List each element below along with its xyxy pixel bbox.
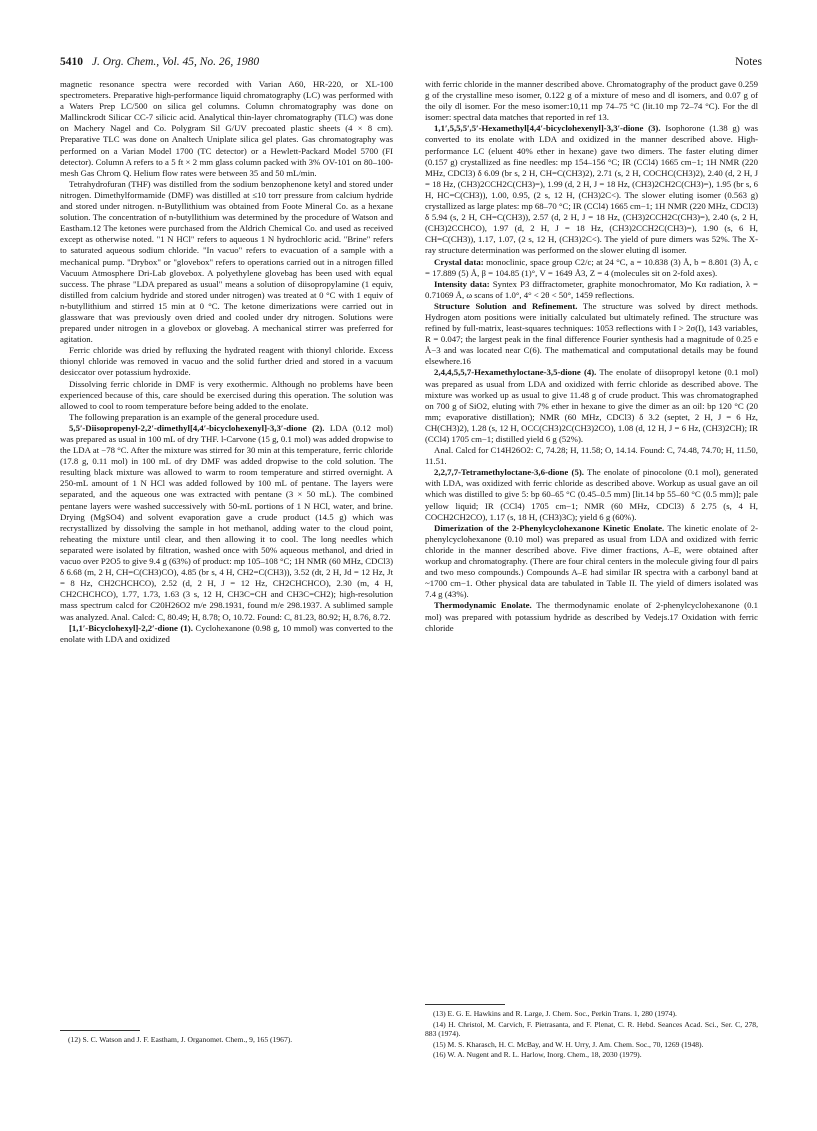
paragraph-text: The enolate of pinocolone (0.1 mol), generated with LDA, was oxidized with ferric chloride as described above. Workup as usual gave an oil which was distilled to give 5: bp 60–65 °C (0.45–0.5 mm) [lit.14 bp 55–60 °C (0.5 mm)]; pale yellow liquid; IR (CCl4) 1705 cm−1; NMR (60 MHz, CDCl3) δ 2.75 (s, 4 H, COCH2CH2CO), 1.17 (s, 18 H, (CH3)3C); yield 6 g (60%). (425, 467, 758, 522)
footnote: (13) E. G. E. Hawkins and R. Large, J. Chem. Soc., Perkin Trans. 1, 280 (1974). (433, 1009, 677, 1018)
footnote: (15) M. S. Kharasch, H. C. McBay, and W. H. Urry, J. Am. Chem. Soc., 70, 1269 (1948). (433, 1039, 704, 1049)
paragraph-text: LDA (0.12 mol) was prepared as usual in 100 mL of dry THF. l-Carvone (15 g, 0.1 mol) was added dropwise to the LDA at −78 °C. After the mixture was stirred for 30 min at this temperature, ferric chloride (17.8 g, 0.11 mol) in 100 mL of dry DMF was added dropwise to the cold solution. The resulting black mixture was allowed to warm to room temperature and stirred overnight. A 250-mL amount of 1 N HCl was added followed by 100 mL of pentane. The layers were separated, and the aqueous one was extracted with pentane (3 × 50 mL). The combined pentane layers were washed successively with 50-mL portions of 1 N HCl, water, and brine. Drying (MgSO4) and solvent evaporation gave a crude product (14.5 g) which was recrystallized by dissolving the sample in hot methanol, adding water to the cloud point, reheating the mixture until clear, and then allowing it to cool. The long needles which separated were isolated by filtration, washed once with 50% aqueous methanol, and dried in vacuo over P2O5 to give 9.4 g (63%) of product: mp 105–108 °C; 1H NMR (60 MHz, CDCl3) δ 6.68 (m, 2 H, CH=C(CH3)CO), 4.85 (br s, 4 H, CH2=C(CH3)), 3.52 (dt, 2 H, Jd = 12 Hz, Jt = 8 Hz, CH2CHCHCO), 2.52 (d, 2 H, J = 12 Hz, CH2CHCHCO), 2.30 (m, 4 H, CH2CHCHCO), 1.77, 1.73, 1.63 (3 s, 12 H, CH3C=CH and CH3C=CH2); high-resolution mass spectrum calcd for C20H26O2 m/e 298.1931, found m/e 298.1937. A sublimed sample was analyzed. Anal. Calcd: C, 80.49; H, 8.78; O, 10.72. Found: C, 81.23, 80.92; H, 8.76, 8.72. (60, 422, 393, 622)
paragraph-heading: 1,1′,5,5,5′,5′-Hexamethyl[4,4′-bicyclohexenyl]-3,3′-dione (3). (434, 123, 661, 134)
left-column (60, 79, 393, 645)
paragraph-heading: Thermodynamic Enolate. (434, 600, 532, 611)
paragraph-text: The enolate of diisopropyl ketone (0.1 mol) was prepared as usual from LDA and oxidized with ferric chloride as described above. The mixture was worked up as usual to give 11.48 g of crude product. This was chromatographed on 700 g of SiO2, eluting with 7% ether in hexane to give the dimer as an oil: bp 120 °C (20 mm; evaporative distillation); NMR (60 MHz, CDCl3) δ 3.2 (septet, 2 H, J = 6 Hz, CH(CH3)2), 1.28 (s, 12 H, OCC(CH3)2C(CH3)2CO), 1.08 (d, 12 H, J = 6 Hz, (CH3)2CH); IR (CCl4) 1705 cm−1; distilled yield 6 g (52%). (425, 367, 758, 444)
paragraph-heading: Structure Solution and Refinement. (434, 300, 578, 311)
page-header (60, 56, 762, 72)
paragraph-text: Ferric chloride was dried by refluxing the hydrated reagent with thionyl chloride. Excess thionyl chloride was removed in vacuo and the solid further dried and stored in a vacuum desiccator over potassium hydroxide. (60, 345, 393, 378)
paragraph (425, 257, 758, 279)
paragraph (425, 279, 758, 301)
paragraph (60, 379, 393, 412)
paragraph-text: Syntex P3 diffractometer, graphite monochromator, Mo Kα radiation, λ = 0.71069 Å, ω scans of 1.0°, 4° < 2θ < 50°, 1459 reflections. (425, 278, 758, 300)
paragraph (60, 623, 393, 645)
paragraph (60, 423, 393, 623)
paragraph (425, 523, 758, 601)
paragraph-text: Cyclohexanone (0.98 g, 10 mmol) was converted to the enolate with LDA and oxidized (60, 622, 393, 644)
footnote: (12) S. C. Watson and J. F. Eastham, J. Organomet. Chem., 9, 165 (1967). (68, 1035, 293, 1044)
paragraph (425, 79, 758, 123)
paragraph (425, 445, 758, 467)
paragraph (425, 367, 758, 445)
paragraph-text: monoclinic, space group C2/c; at 24 °C, a = 10.838 (3) Å, b = 8.801 (3) Å, c = 17.889 (5) Å, β = 104.85 (1)°, V = 1649 Å3, Z = 4 (molecules sit on 2-fold axes). (425, 256, 758, 278)
journal-citation: J. Org. Chem., Vol. 45, No. 26, 1980 (91, 56, 260, 68)
paragraph (425, 301, 758, 368)
footnotes-right (425, 1004, 758, 1061)
paragraph (60, 79, 393, 179)
footnote: (14) H. Christol, M. Carvich, F. Pietrasanta, and F. Plenat, C. R. Hebd. Seances Acad. Sci., Ser. C, 278, 883 (1974). (425, 1019, 758, 1039)
footnote: (16) W. A. Nugent and R. L. Harlow, Inorg. Chem., 18, 2030 (1979). (433, 1050, 642, 1060)
paragraph (60, 412, 393, 423)
paragraph-text: magnetic resonance spectra were recorded with Varian A60, HR-220, or XL-100 spectrometers. Preparative high-performance liquid chromatography (LC) was performed with a Waters Prep LC/500 on silica gel columns. Column chromatography was done on Mallinckrodt Silicar CC-7 silicic acid. Analytical thin-layer chromatography (TLC) was done on Machery Nagel and Co. Polygram Sil G/UV precoated plastic sheets (4 × 8 cm). Preparative TLC was done on Analtech Uniplate silica gel plates. Gas chromatography was performed on a Varian Model 1700 (TC detector) or a Hewlett-Packard Model 5700 (FI detector). Column A refers to a 5 ft × 2 mm glass column packed with 3% OV-101 on 80–100-mesh Gas Chrom Q. Helium flow rates were between 35 and 50 mL/min. (60, 79, 393, 178)
footnote-rule (60, 1030, 140, 1031)
paragraph-text: The following preparation is an example of the general procedure used. (69, 411, 320, 422)
paragraph-heading: Intensity data: (434, 278, 490, 289)
footnote-rule (425, 1004, 505, 1005)
paragraph-heading: Dimerization of the 2-Phenylcyclohexanone Kinetic Enolate. (434, 522, 665, 533)
paragraph-heading: [1,1′-Bicyclohexyl]-2,2′-dione (1). (69, 622, 193, 633)
page-number: 5410 (60, 56, 83, 68)
section-label: Notes (735, 56, 762, 68)
paragraph-heading: Crystal data: (434, 256, 484, 267)
paragraph-text: The thermodynamic enolate of 2-phenylcyclohexanone (0.1 mol) was prepared with potassium hydride as described by Vedejs.17 Oxidation with ferric chloride (425, 600, 759, 633)
paragraph-heading: 2,4,4,5,5,7-Hexamethyloctane-3,5-dione (4). (434, 367, 597, 378)
paragraph-text: with ferric chloride in the manner described above. Chromatography of the product gave 0.259 g of the crystalline meso isomer, 0.122 g of a mixture of meso and dl isomers, and 0.07 g of the oily dl isomer. For the meso isomer:10,11 mp 74–75 °C (lit.10 mp 72–74 °C). For the dl isomer: spectral data matches that reported in ref 13. (425, 79, 758, 123)
paragraph-heading: 5,5′-Diisopropenyl-2,2′-dimethyl[4,4′-bicyclohexenyl]-3,3′-dione (2). (69, 422, 325, 433)
paragraph (425, 600, 758, 633)
paragraph-text: Dissolving ferric chloride in DMF is very exothermic. Although no problems have been experienced because of this, care should be exercised during this operation. The solution was allowed to cool to room temperature before being added to the enolate. (60, 378, 393, 411)
paragraph-heading: 2,2,7,7-Tetramethyloctane-3,6-dione (5). (434, 467, 584, 478)
paragraph-text: Tetrahydrofuran (THF) was distilled from the sodium benzophenone ketyl and stored under nitrogen. Dimethylformamide (DMF) was distilled at ≤10 torr pressure from calcium hydride and stored under nitrogen. n-Butyllithium was obtained from Foote Mineral Co. as a hexane solution. The concentration of n-butyllithium was determined by the procedure of Watson and Eastham.12 The ketones were purchased from the Aldrich Chemical Co. and used as received except as otherwise noted. "1 N HCl" refers to aqueous 1 N hydrochloric acid. "Brine" refers to saturated aqueous sodium chloride. "In vacuo" refers to evacuation of a sample with a mechanical pump. "Drybox" or "glovebox" refers to operations carried out in a nitrogen filled Vacuum Atmosphere Dri-Lab glovebox. A polyethylene glovebag has been used with equal success. The phrase "LDA prepared as usual" means a solution of diisopropylamine (1 equiv, distilled from calcium hydride and stored under nitrogen) was treated at 0 °C with 1 equiv of n-butyllithium and stirred 15 min at 0 °C. The ketone dimerizations were carried out in glassware that was previously oven dried and cooled under dry nitrogen. Solutions were prepared under nitrogen in a glovebox or glovebag. A mechanical stirrer was preferred for agitation. (60, 178, 393, 345)
paragraph-text: Anal. Calcd for C14H26O2: C, 74.28; H, 11.58; O, 14.14. Found: C, 74.48, 74.70; H, 11.50, 11.51. (425, 445, 758, 467)
footnotes-left (60, 1030, 393, 1046)
right-column (425, 79, 758, 634)
paragraph (425, 123, 758, 256)
paragraph (60, 345, 393, 378)
paragraph (425, 467, 758, 522)
paragraph-text: The kinetic enolate of 2-phenylcyclohexanone (0.10 mol) was prepared as usual from LDA and oxidized with ferric chloride in the manner described above. Five dimer fractions, A–E, were obtained after workup and chromatography. (There are four chiral centers in the molecule giving four dl pairs and two meso compounds.) Compounds A–E had similar IR spectra with a carbonyl band at ~1700 cm−1. Other physical data are tabulated in Table II. The yield of dimers isolated was 7.4 g (43%). (425, 522, 758, 600)
paragraph (60, 179, 393, 345)
paragraph-text: Isophorone (1.38 g) was converted to its enolate with LDA and oxidized in the manner described above. High-performance LC (eluent 40% ether in hexane) gave two dimers. The faster eluting dimer (0.157 g) crystallized as fine needles: mp 154–156 °C; IR (CCl4) 1665 cm−1; 1H NMR (220 MHz, CDCl3) δ 6.09 (br s, 2 H, CH=C(CH3)2), 2.71 (s, 2 H, COCHC(CH3)2), 2.40 (d, 2 H, J = 18 Hz, (CH3)2CCH2C(CH3)=), 1.99 (d, 2 H, J = 18 Hz, (CH3)2CH2C(CH3)=), 1.95 (br s, 6 H, HC=C(CH3)), 1.00, 0.95, (2 s, 12 H, (CH3)2C<). The slower eluting isomer (0.563 g) crystallized as large plates: mp 68–70 °C; IR (CCl4) 1665 cm−1; 1H NMR (220 MHz, CDCl3) δ 5.94 (s, 2 H, CH=C(CH3)), 2.57 (d, 2 H, J = 18 Hz, (CH3)2CCH2C(CH3)=), 2.40 (s, 2 H, (CH3)2CCHCO), 1.97 (d, 2 H, J = 18 Hz, (CH3)2CCH2C(CH3)=), 1.90 (s, 6 H, CH=C(CH3)), 1.17, 1.07, (2 s, 12 H, (CH3)2C<). The yield of pure dimers was 52%. The X-ray structure determination was performed on the slower eluting dl isomer. (425, 123, 758, 256)
paragraph-text: The structure was solved by direct methods. Hydrogen atom positions were initially calculated but ultimately refined. The structure was refined by full-matrix, least-squares techniques: 1053 reflections with I > 2σ(I), 143 variables, R = 0.047; the largest peak in the final difference Fourier synthesis had a magnitude of 0.25 e Å−3 and was located near C(6). The mathematical and computational details may be found elsewhere.16 (425, 300, 758, 367)
